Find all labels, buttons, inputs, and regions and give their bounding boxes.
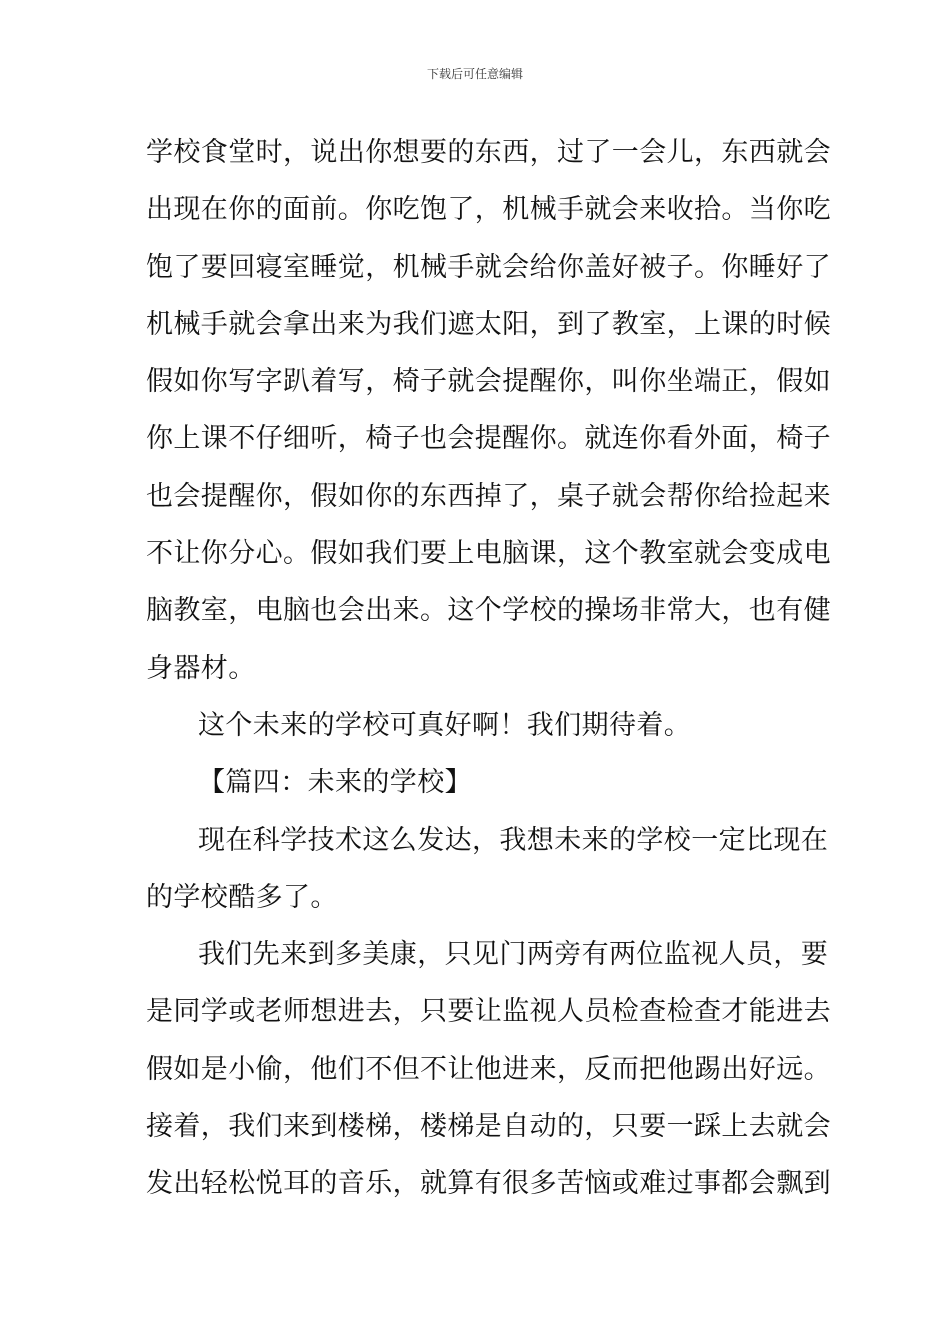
paragraph-line: 我们先来到多美康，只见门两旁有两位监视人员，要 <box>198 939 829 971</box>
page-header: 下载后可任意编辑 <box>426 67 523 81</box>
document-body <box>146 124 831 1213</box>
text-line: 假如是小偷，他们不但不让他进来，反而把他踢出好远。 <box>146 1053 831 1085</box>
paragraph-line: 现在科学技术这么发达，我想未来的学校一定比现在 <box>198 824 829 856</box>
text-line: 机械手就会拿出来为我们遮太阳，到了教室，上课的时候 <box>146 308 831 340</box>
section-heading: 【篇四：未来的学校】 <box>198 767 472 799</box>
text-line: 身器材。 <box>146 652 256 684</box>
text-line: 你上课不仔细听，椅子也会提醒你。就连你看外面，椅子 <box>146 423 831 455</box>
text-line: 出现在你的面前。你吃饱了，机械手就会来收拾。当你吃 <box>146 194 831 226</box>
text-line: 不让你分心。假如我们要上电脑课，这个教室就会变成电 <box>146 538 831 570</box>
text-line: 脑教室，电脑也会出来。这个学校的操场非常大，也有健 <box>146 595 831 627</box>
text-line: 发出轻松悦耳的音乐，就算有很多苦恼或难过事都会飘到 <box>146 1168 831 1200</box>
text-line: 是同学或老师想进去，只要让监视人员检查检查才能进去 <box>146 996 831 1028</box>
text-line: 也会提醒你，假如你的东西掉了，桌子就会帮你给捡起来 <box>146 480 831 512</box>
text-line: 饱了要回寝室睡觉，机械手就会给你盖好被子。你睡好了 <box>146 251 831 283</box>
text-line: 接着，我们来到楼梯，楼梯是自动的，只要一踩上去就会 <box>146 1111 831 1143</box>
text-line: 假如你写字趴着写，椅子就会提醒你，叫你坐端正，假如 <box>146 366 831 398</box>
text-line: 的学校酷多了。 <box>146 881 338 913</box>
text-line: 学校食堂时，说出你想要的东西，过了一会儿，东西就会 <box>146 137 831 168</box>
paragraph-line: 这个未来的学校可真好啊！我们期待着。 <box>198 709 692 741</box>
